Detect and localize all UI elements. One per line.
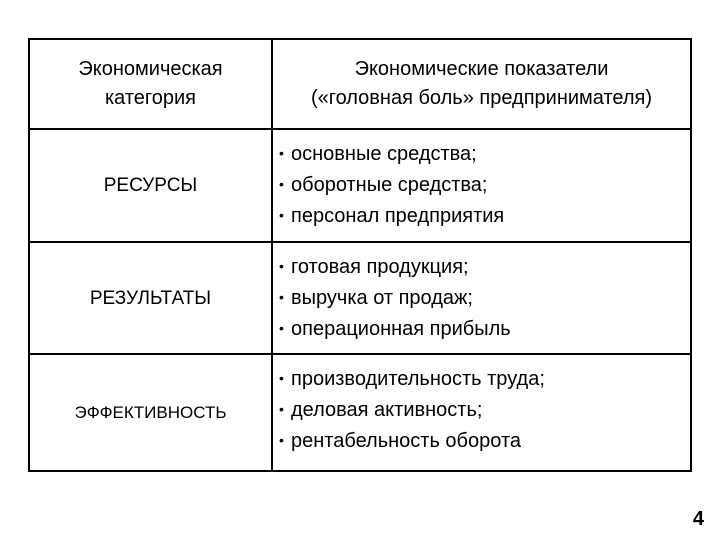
- indicators-table: [28, 38, 692, 472]
- category-label: РЕЗУЛЬТАТЫ: [89, 287, 212, 309]
- bullet-icon: •: [279, 289, 284, 305]
- list-item: • основные средства;: [279, 138, 690, 169]
- list-item: • операционная прибыль: [279, 313, 690, 344]
- header-indicators-line-1: Экономические показатели: [354, 58, 609, 80]
- indicators-resources: [273, 130, 690, 241]
- header-indicators-line-2: («головная боль» предпринимателя): [310, 87, 653, 109]
- category-resources: [30, 130, 271, 241]
- category-efficiency: [30, 355, 271, 470]
- list-item: • готовая продукция;: [279, 251, 690, 282]
- list-item: • производительность труда;: [279, 363, 690, 394]
- bullet-icon: •: [279, 432, 284, 448]
- bullet-icon: •: [279, 258, 284, 274]
- category-label: ЭФФЕКТИВНОСТЬ: [74, 403, 227, 422]
- category-results: [30, 243, 271, 353]
- header-category-line-2: категория: [104, 87, 197, 109]
- indicators-efficiency: [273, 355, 690, 470]
- header-category-line-1: Экономическая: [78, 58, 223, 80]
- bullet-icon: •: [279, 176, 284, 192]
- bullet-icon: •: [279, 320, 284, 336]
- header-category-cell: [30, 40, 271, 128]
- bullet-icon: •: [279, 401, 284, 417]
- bullet-icon: •: [279, 207, 284, 223]
- list-item: • персонал предприятия: [279, 200, 690, 231]
- page-number: 4: [692, 508, 704, 530]
- bullet-icon: •: [279, 145, 284, 161]
- list-item: • оборотные средства;: [279, 169, 690, 200]
- bullet-icon: •: [279, 370, 284, 386]
- list-item: • рентабельность оборота: [279, 425, 690, 456]
- header-indicators-cell: [273, 40, 690, 128]
- list-item: • выручка от продаж;: [279, 282, 690, 313]
- indicators-results: [273, 243, 690, 353]
- list-item: • деловая активность;: [279, 394, 690, 425]
- category-label: РЕСУРСЫ: [103, 175, 198, 196]
